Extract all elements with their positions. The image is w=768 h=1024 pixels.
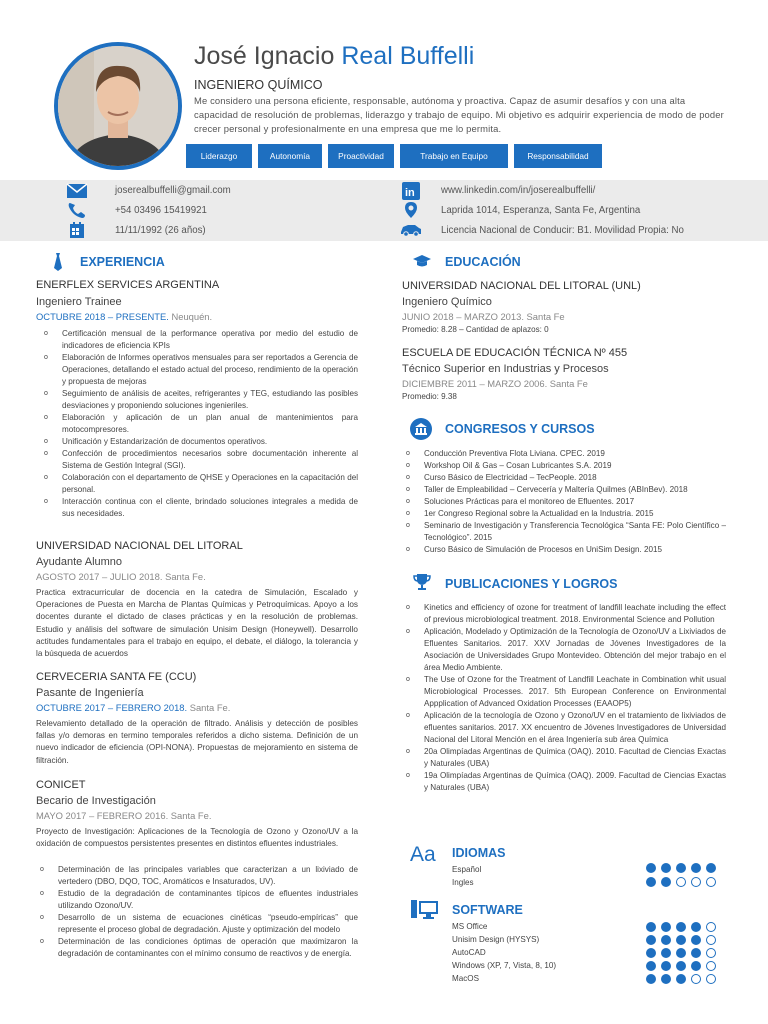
list-item: o Conducción Preventiva Flota Liviana. CPEC. 2019 (402, 448, 726, 460)
rating-dot-filled (706, 863, 716, 873)
education-date: JUNIO 2018 – MARZO 2013. Santa Fe (402, 311, 565, 322)
skill-tag: Autonomía (258, 144, 322, 168)
courses-heading: CONGRESOS Y CURSOS (445, 422, 595, 436)
list-item: o Estudio de la degradación de contaminantes típicos de efluentes industriales utilizando Ozono/UV. (36, 888, 358, 912)
rating-dot-filled (661, 922, 671, 932)
list-item: o Determinación de las condiciones óptimas de operación que maximizaron la degradación de contaminantes con el mínimo consumo de reactivos y de energía. (36, 936, 358, 960)
list-item: o 19a Olimpíadas Argentinas de Química (OAQ). 2009. Facultad de Ciencias Exactas y Naturales (UBA) (402, 770, 726, 794)
experience-heading: EXPERIENCIA (80, 255, 165, 269)
software-name: MacOS (452, 974, 479, 983)
list-item: o Seguimiento de análisis de aceites, refrigerantes y TEG, estudiando las posibles desviaciones y proponiendo soluciones ingenieriles. (40, 388, 358, 412)
list-item: o Curso Básico de Electricidad – TecPeople. 2018 (402, 472, 726, 484)
software-name: Windows (XP, 7, Vista, 8, 10) (452, 961, 557, 970)
profile-summary: Me considero una persona eficiente, responsable, autónoma y proactiva. Capaz de asumir desafíos y con una alta capacidad de resolución de problemas, liderazgo y trabajo de equipo. Mi objetivo es adquirir experiencia de modo de poder crecer personal y profesionalmente en una empresa que me lo permita. (194, 95, 724, 134)
graduation-cap-icon (412, 251, 432, 271)
svg-text:in: in (405, 187, 415, 199)
skill-tags (186, 144, 602, 168)
email-icon (66, 182, 88, 200)
rating-dot-empty (706, 935, 716, 945)
list-item: o Aplicación de la tecnología de Ozono y Ozono/UV en el tratamiento de lixiviados de efluentes sanitarios. 2017. XX encuentro de Jóvenes Investigadores de Universidad Nacional del Litoral Mención en el área Ingeniería sub área Química (402, 710, 726, 746)
language-icon (410, 842, 440, 864)
contact-linkedin[interactable]: www.linkedin.com/in/joserealbuffelli/ (441, 185, 596, 196)
trophy-icon (412, 572, 432, 592)
computer-icon (410, 899, 440, 921)
rating-dot-filled (691, 935, 701, 945)
job-role: Becario de Investigación (36, 795, 156, 807)
list-item: o Workshop Oil & Gas – Cosan Lubricantes S.A. 2019 (402, 460, 726, 472)
rating-dot-empty (676, 877, 686, 887)
job-org: ENERFLEX SERVICES ARGENTINA (36, 279, 220, 291)
job-description: Proyecto de Investigación: Aplicaciones de la Tecnología de Ozono y Ozono/UV a la oxidación de compuestos persistentes presentes en distintos efluentes industriales. (36, 827, 358, 849)
rating-dot-empty (706, 877, 716, 887)
job-org: UNIVERSIDAD NACIONAL DEL LITORAL (36, 540, 243, 552)
rating-dot-filled (676, 974, 686, 984)
education-heading: EDUCACIÓN (445, 255, 521, 269)
phone-icon (66, 201, 88, 219)
education-date: DICIEMBRE 2011 – MARZO 2006. Santa Fe (402, 378, 588, 389)
publications-heading: PUBLICACIONES Y LOGROS (445, 577, 618, 591)
job-description: Relevamiento detallado de la operación de filtrado. Análisis y detección de posibles fallas y/o demoras en termino temporales referidos a dicho sistema. Definición de un nuevo indicador de eficiencia (OPI-NONA). Propuestas de mejoramiento en sistema de filtración. (36, 719, 358, 765)
rating-dot-filled (676, 935, 686, 945)
rating-dot-filled (676, 948, 686, 958)
publications-list (402, 602, 726, 794)
language-name: Ingles (452, 878, 474, 887)
linkedin-icon (400, 182, 422, 200)
rating-dot-filled (646, 863, 656, 873)
contact-phone[interactable]: +54 03496 15419921 (115, 205, 207, 216)
language-name: Español (452, 865, 482, 874)
software-level (646, 961, 716, 971)
job-date: MAYO 2017 – FEBRERO 2016. Santa Fe. (36, 810, 212, 821)
skill-tag: Liderazgo (186, 144, 252, 168)
list-item: o Kinetics and efficiency of ozone for treatment of landfill leachate including the effect of previous microbiological treatment. 2018. Environmental Science and Pollution (402, 602, 726, 626)
list-item: o Seminario de Investigación y Transferencia Tecnológica “Santa FE: Polo Científico – Tecnológico”. 2015 (402, 520, 726, 544)
rating-dot-empty (706, 961, 716, 971)
list-item: o Aplicación, Modelado y Optimización de la Tecnología de Ozono/UV a Lixiviados de Efluentes Sanitarios. 2017. XXV Jornadas de Jóvenes Investigadores de la Asociación de Universidades Grupo Montevideo. Obtención del mejor trabajo en el área Medio Ambiente. (402, 626, 726, 674)
rating-dot-filled (661, 935, 671, 945)
education-degree: Ingeniero Químico (402, 296, 492, 308)
rating-dot-filled (661, 961, 671, 971)
rating-dot-empty (691, 877, 701, 887)
rating-dot-empty (706, 948, 716, 958)
list-item: o The Use of Ozone for the Treatment of Landfill Leachate in Combination whit usual Microbiological Processes. 2017. 5th European Conference on Environmental Appplication of Advanced Oxidation Processes (EAAOP5) (402, 674, 726, 710)
rating-dot-filled (691, 948, 701, 958)
svg-text:Aa: Aa (410, 843, 436, 864)
job-role: Ayudante Alumno (36, 556, 123, 568)
rating-dot-filled (661, 877, 671, 887)
languages-heading: IDIOMAS (452, 846, 506, 860)
software-heading: SOFTWARE (452, 903, 523, 917)
contact-license: Licencia Nacional de Conducir: B1. Movilidad Propia: No (441, 225, 684, 236)
job-role: Pasante de Ingeniería (36, 687, 144, 699)
list-item: o 1er Congreso Regional sobre la Actualidad en la Industria. 2015 (402, 508, 726, 520)
software-level (646, 948, 716, 958)
rating-dot-filled (691, 961, 701, 971)
car-icon (400, 221, 422, 239)
software-name: MS Office (452, 922, 488, 931)
rating-dot-filled (646, 922, 656, 932)
rating-dot-filled (691, 863, 701, 873)
list-item: o Determinación de las principales variables que caracterizan a un lixiviado de vertedero (DBO, DQO, TOC, Aromáticos e Insaturados, UV). (36, 864, 358, 888)
job-org: CERVECERIA SANTA FE (CCU) (36, 671, 197, 683)
language-level (646, 863, 716, 873)
education-org: ESCUELA DE EDUCACIÓN TÉCNICA Nº 455 (402, 347, 628, 359)
rating-dot-filled (661, 863, 671, 873)
skill-tag: Proactividad (328, 144, 394, 168)
software-level (646, 974, 716, 984)
job-date: OCTUBRE 2018 – PRESENTE. Neuquén. (36, 311, 213, 322)
list-item: o Elaboración de Informes operativos mensuales para ser reportados a Gerencia de Operaciones, detallando el estado actual del proceso, rendimiento de la operación y propuesta de mejoras (40, 352, 358, 388)
list-item: o Curso Básico de Simulación de Procesos en UniSim Design. 2015 (402, 544, 726, 556)
rating-dot-filled (646, 974, 656, 984)
skill-tag: Responsabilidad (514, 144, 602, 168)
language-level (646, 877, 716, 887)
institution-icon (410, 418, 432, 440)
rating-dot-empty (706, 922, 716, 932)
location-pin-icon (400, 201, 422, 219)
list-item: o Colaboración con el departamento de QHSE y Operaciones en la capacitación del personal. (40, 472, 358, 496)
education-org: UNIVERSIDAD NACIONAL DEL LITORAL (UNL) (402, 280, 641, 292)
list-item: o Interacción continua con el cliente, brindado soluciones integrales a medida de sus necesidades. (40, 496, 358, 520)
rating-dot-filled (676, 922, 686, 932)
rating-dot-empty (691, 974, 701, 984)
rating-dot-empty (706, 974, 716, 984)
list-item: o Soluciones Prácticas para el monitoreo de Efluentes. 2017 (402, 496, 726, 508)
contact-birth: 11/11/1992 (26 años) (115, 225, 206, 236)
job-date: AGOSTO 2017 – JULIO 2018. Santa Fe. (36, 571, 206, 582)
list-item: o Taller de Empleabilidad – Cervecería y Maltería Quilmes (ABInBev). 2018 (402, 484, 726, 496)
courses-list (402, 448, 726, 556)
full-name: José Ignacio Real Buffelli (194, 42, 475, 70)
profile-photo (54, 42, 182, 170)
contact-address: Laprida 1014, Esperanza, Santa Fe, Argentina (441, 205, 641, 216)
software-name: Unisim Design (HYSYS) (452, 935, 540, 944)
list-item: o Desarrollo de un sistema de ecuaciones cinéticas “pseudo-empíricas” que represente el proceso global de degradación. Ajuste y optimización del modelo (36, 912, 358, 936)
rating-dot-filled (646, 961, 656, 971)
list-item: o Unificación y Estandarización de documentos operativos. (40, 436, 358, 448)
skill-tag: Trabajo en Equipo (400, 144, 508, 168)
rating-dot-filled (661, 974, 671, 984)
job-role: Ingeniero Trainee (36, 296, 122, 308)
job-date: OCTUBRE 2017 – FEBRERO 2018. Santa Fe. (36, 702, 231, 713)
contact-email[interactable]: joserealbuffelli@gmail.com (115, 185, 231, 196)
list-item: o 20a Olimpíadas Argentinas de Química (OAQ). 2010. Facultad de Ciencias Exactas y Naturales (UBA) (402, 746, 726, 770)
education-degree: Técnico Superior en Industrias y Procesos (402, 363, 609, 375)
rating-dot-filled (691, 922, 701, 932)
education-average: Promedio: 9.38 (402, 392, 457, 401)
job-duties (40, 328, 358, 520)
calendar-icon (66, 221, 88, 239)
list-item: o Elaboración y aplicación de un plan anual de mantenimientos para motocompresores. (40, 412, 358, 436)
software-level (646, 922, 716, 932)
rating-dot-filled (676, 961, 686, 971)
job-description: Practica extracurricular de docencia en la catedra de Simulación, Escalado y Operaciones de Puesta en Marcha de Plantas Químicas y Petroquímicas. Apoyo a los docentes durante el dictado de clases prácticas y en la resolución de problemas. Estudio y análisis del software de simulación Unisim Design (Honeywell). Desarrollo actitudes fundamentales para el trabajo en equipo, el debate, el diálogo, la tolerancia y la búsqueda de acuerdos (36, 588, 358, 659)
rating-dot-filled (646, 935, 656, 945)
rating-dot-filled (646, 948, 656, 958)
list-item: o Certificación mensual de la performance operativa por medio del estudio de indicadores de eficiencia KPIs (40, 328, 358, 352)
software-name: AutoCAD (452, 948, 486, 957)
rating-dot-filled (676, 863, 686, 873)
job-org: CONICET (36, 779, 86, 791)
tie-icon (48, 252, 68, 272)
job-title: INGENIERO QUÍMICO (194, 78, 323, 92)
software-level (646, 935, 716, 945)
job-duties (36, 864, 358, 960)
education-average: Promedio: 8.28 – Cantidad de aplazos: 0 (402, 325, 549, 334)
rating-dot-filled (646, 877, 656, 887)
rating-dot-filled (661, 948, 671, 958)
list-item: o Confección de procedimientos necesarios sobre documentación inherente al Sistema de Gestión Integral (SGI). (40, 448, 358, 472)
